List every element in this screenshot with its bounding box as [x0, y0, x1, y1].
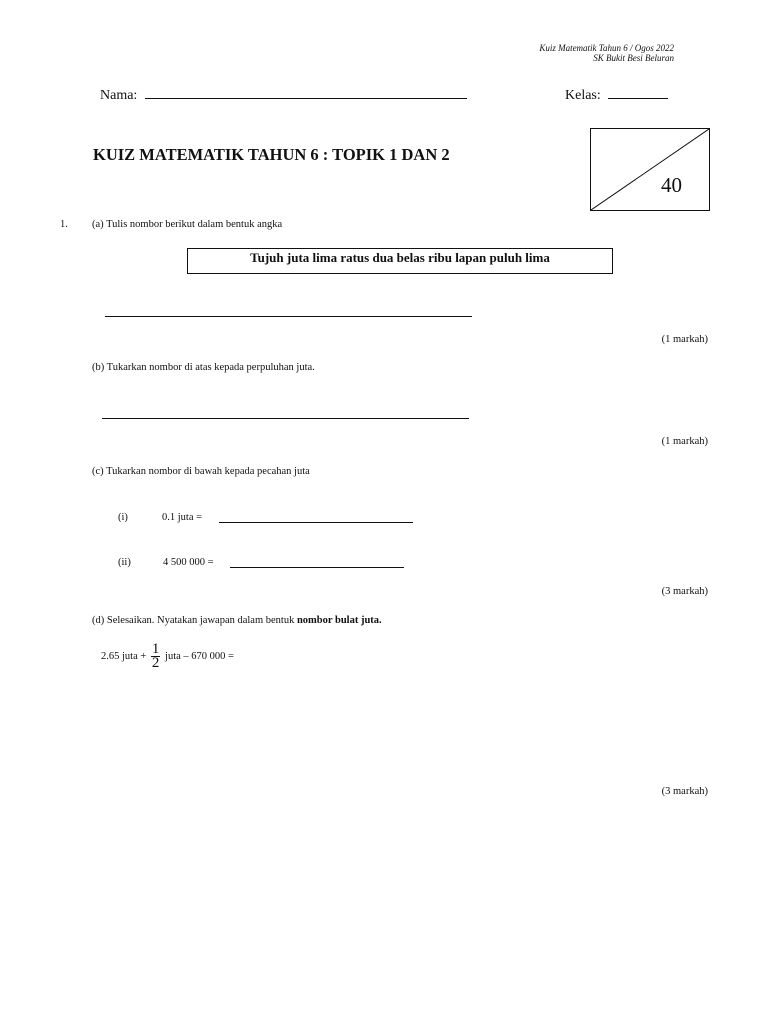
answer-line-c-ii[interactable] — [230, 567, 404, 568]
marks-d: (3 markah) — [661, 786, 708, 797]
fraction-numerator: 1 — [151, 641, 160, 657]
question-b-prompt: (b) Tukarkan nombor di atas kepada perpuluhan juta. — [92, 362, 315, 373]
question-a-prompt: (a) Tulis nombor berikut dalam bentuk angka — [92, 219, 283, 230]
question-d-prompt-text: (d) Selesaikan. Nyatakan jawapan dalam bentuk — [92, 615, 297, 626]
question-d-expr-part2: juta – 670 000 = — [165, 650, 234, 662]
name-field[interactable] — [145, 98, 467, 99]
name-label: Nama: — [100, 88, 138, 103]
question-d-expression — [101, 643, 234, 670]
class-row — [565, 88, 668, 104]
question-c-ii-expr: 4 500 000 = — [163, 557, 214, 568]
question-c-ii-label: (ii) — [118, 557, 131, 568]
class-field[interactable] — [608, 98, 668, 99]
answer-line-c-i[interactable] — [219, 522, 413, 523]
document-header — [539, 43, 674, 63]
question-d-prompt-bold: nombor bulat juta. — [296, 615, 382, 626]
page-title: KUIZ MATEMATIK TAHUN 6 : TOPIK 1 DAN 2 — [93, 145, 450, 164]
question-c-prompt: (c) Tukarkan nombor di bawah kepada pecahan juta — [92, 466, 310, 477]
question-number: 1. — [60, 219, 68, 230]
score-total: 40 — [661, 173, 682, 197]
header-line-2: SK Bukit Besi Beluran — [593, 53, 674, 63]
answer-line-b[interactable] — [102, 418, 469, 419]
name-row — [100, 88, 467, 104]
marks-a: (1 markah) — [661, 334, 708, 345]
marks-c-text: (3 markah) — [661, 586, 708, 597]
score-diagonal — [591, 129, 709, 210]
fraction-denominator: 2 — [151, 655, 160, 671]
question-d-prompt — [92, 615, 382, 626]
score-box — [590, 128, 710, 211]
header-line-1: Kuiz Matematik Tahun 6 / Ogos 2022 — [539, 43, 674, 53]
answer-line-a[interactable] — [105, 316, 472, 317]
marks-c — [662, 586, 708, 597]
question-a-boxed-text: Tujuh juta lima ratus dua belas ribu lapan puluh lima — [187, 248, 613, 274]
marks-b: (1 markah) — [661, 436, 708, 447]
question-c-i-label: (i) — [118, 512, 128, 523]
question-c-i-expr: 0.1 juta = — [162, 512, 203, 523]
question-d-expr-part1: 2.65 juta + — [101, 650, 147, 662]
class-label: Kelas: — [565, 88, 601, 103]
question-d-fraction — [151, 643, 161, 670]
